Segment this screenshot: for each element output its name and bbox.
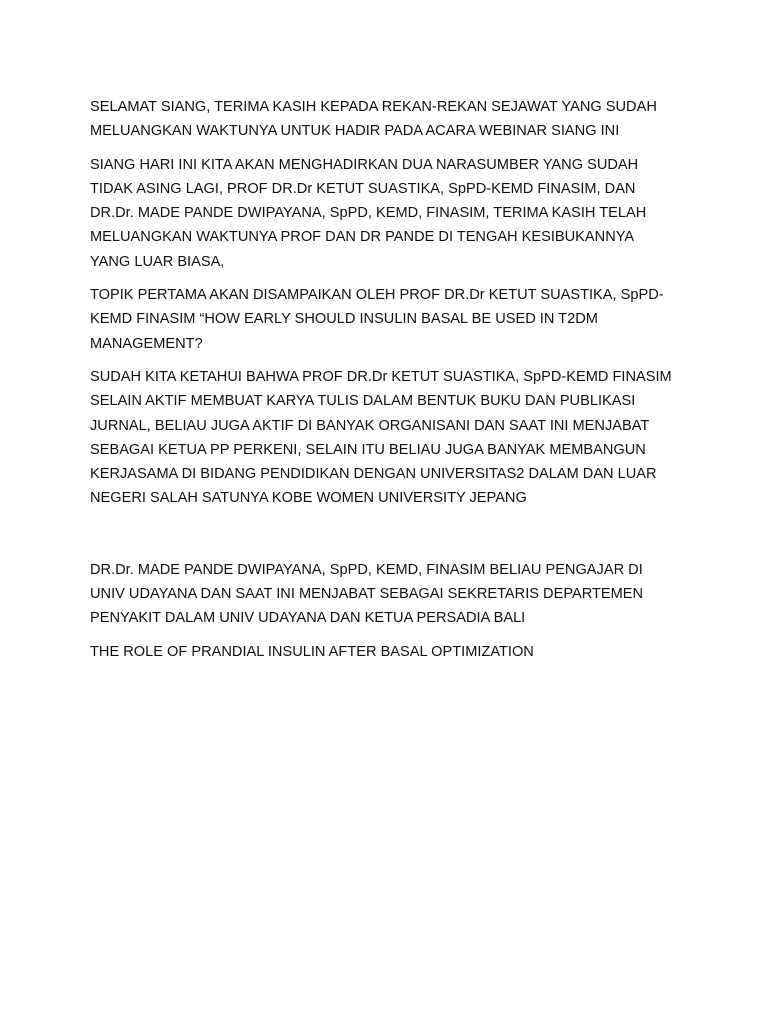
- text-line: SUDAH KITA KETAHUI BAHWA PROF DR.Dr KETUT SUASTIKA, SpPD-KEMD FINASIM: [90, 368, 672, 385]
- text-line: THE ROLE OF PRANDIAL INSULIN AFTER BASAL OPTIMIZATION: [90, 643, 534, 660]
- text-line: MANAGEMENT?: [90, 335, 203, 352]
- blank-line: [90, 520, 690, 558]
- text-line: KEMD FINASIM “HOW EARLY SHOULD INSULIN BASAL BE USED IN T2DM: [90, 311, 598, 328]
- text-line: PENYAKIT DALAM UNIV UDAYANA DAN KETUA PERSADIA BALI: [90, 610, 526, 627]
- paragraph-first-speaker-bio: [90, 365, 690, 511]
- paragraph-first-topic: [90, 283, 690, 356]
- text-line: UNIV UDAYANA DAN SAAT INI MENJABAT SEBAGAI SEKRETARIS DEPARTEMEN: [90, 586, 644, 603]
- text-line: SEBAGAI KETUA PP PERKENI, SELAIN ITU BELIAU JUGA BANYAK MEMBANGUN: [90, 441, 646, 458]
- text-line: SELAIN AKTIF MEMBUAT KARYA TULIS DALAM BENTUK BUKU DAN PUBLIKASI: [90, 393, 636, 410]
- text-line: DR.Dr. MADE PANDE DWIPAYANA, SpPD, KEMD, FINASIM BELIAU PENGAJAR DI: [90, 561, 643, 578]
- paragraph-second-topic: [90, 640, 690, 664]
- text-line: NEGERI SALAH SATUNYA KOBE WOMEN UNIVERSITY JEPANG: [90, 490, 527, 507]
- text-line: MELUANGKAN WAKTUNYA UNTUK HADIR PADA ACARA WEBINAR SIANG INI: [90, 123, 620, 140]
- text-line: MELUANGKAN WAKTUNYA PROF DAN DR PANDE DI TENGAH KESIBUKANNYA: [90, 229, 635, 246]
- text-line: DR.Dr. MADE PANDE DWIPAYANA, SpPD, KEMD, FINASIM, TERIMA KASIH TELAH: [90, 205, 647, 222]
- text-line: TOPIK PERTAMA AKAN DISAMPAIKAN OLEH PROF DR.Dr KETUT SUASTIKA, SpPD-: [90, 287, 664, 304]
- text-line: SELAMAT SIANG, TERIMA KASIH KEPADA REKAN-REKAN SEJAWAT YANG SUDAH: [90, 99, 657, 115]
- text-line: SIANG HARI INI KITA AKAN MENGHADIRKAN DUA NARASUMBER YANG SUDAH: [90, 156, 639, 173]
- text-line: TIDAK ASING LAGI, PROF DR.Dr KETUT SUASTIKA, SpPD-KEMD FINASIM, DAN: [90, 180, 636, 197]
- text-line: KERJASAMA DI BIDANG PENDIDIKAN DENGAN UNIVERSITAS2 DALAM DAN LUAR: [90, 466, 657, 483]
- paragraph-second-speaker-bio: [90, 558, 690, 631]
- paragraph-greeting: [90, 95, 690, 144]
- text-line: YANG LUAR BIASA,: [90, 253, 225, 270]
- document-body: [90, 95, 690, 673]
- paragraph-speakers-intro: [90, 153, 690, 274]
- text-line: JURNAL, BELIAU JUGA AKTIF DI BANYAK ORGANISANI DAN SAAT INI MENJABAT: [90, 417, 650, 434]
